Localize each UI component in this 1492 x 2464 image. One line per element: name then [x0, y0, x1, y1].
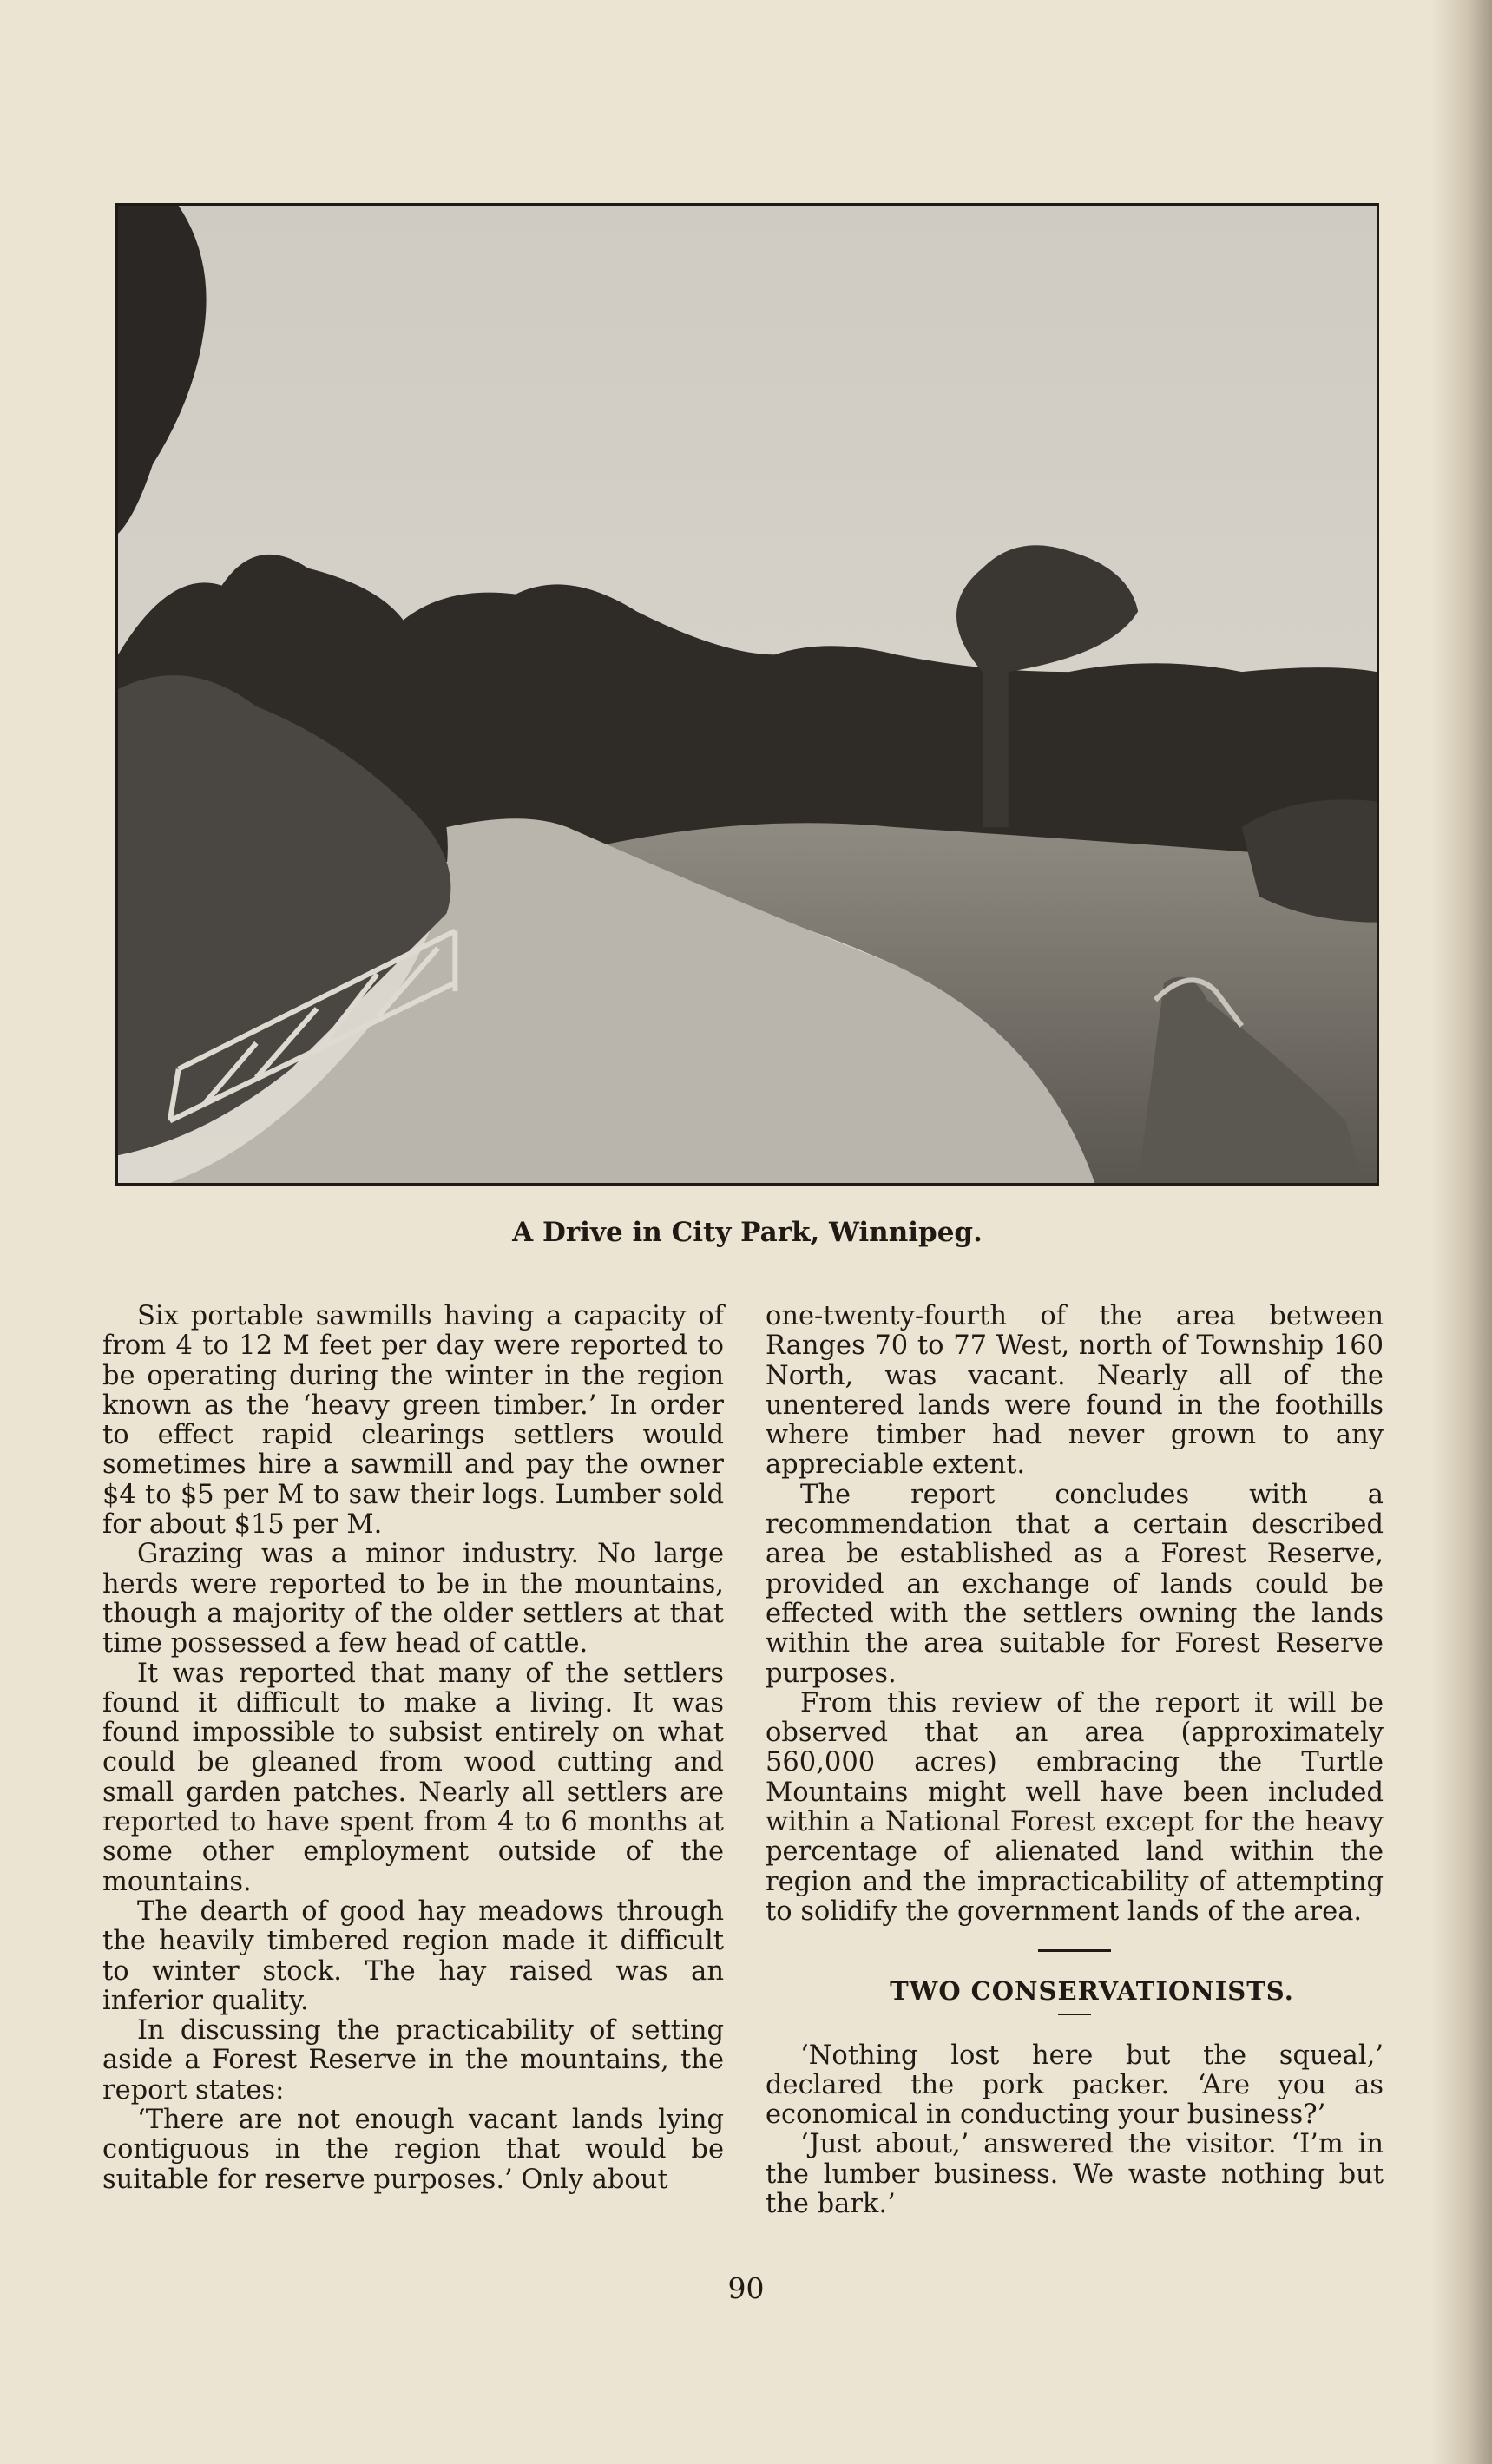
heading-underline [1058, 2014, 1091, 2015]
left-column [102, 1302, 724, 2195]
paragraph-pork-packer: ‘Nothing lost here but the squeal,’ declared the pork packer. ‘Are you as economical in conducting your business?’ [766, 2040, 1384, 2131]
paragraph-settlers-living: It was reported that many of the settlers found it difficult to make a living. It was found impossible to subsist entirely on what could be gleaned from wood cutting and small garden patches. Nearly all settlers are reported to have spent from 4 to 6 months at some other employment outside of the mountains. [102, 1658, 724, 1897]
section-heading: TWO CONSERVATIONISTS. [890, 1976, 1294, 2007]
paragraph-visitor-reply: ‘Just about,’ answered the visitor. ‘I’m in the lumber business. We waste nothing but the bark.’ [766, 2129, 1384, 2220]
park-drive-illustration [118, 206, 1377, 1183]
paragraph-hay-meadows: The dearth of good hay meadows through the heavily timbered region made it difficult to winter stock. The hay raised was an inferior quality. [102, 1896, 724, 2016]
paragraph-review: From this review of the report it will be observed that an area (approximately 560,000 acres) embracing the Turtle Mountains might well have been included within a National Forest except for the heavy percentage of alienated land within the region and the impracticability of attempting to solidify the government lands of the area. [766, 1687, 1384, 1927]
page-number: 90 [727, 2271, 765, 2305]
figure-caption: A Drive in City Park, Winnipeg. [512, 1217, 983, 1248]
park-photograph [115, 203, 1379, 1186]
section-divider [1038, 1949, 1111, 1952]
paragraph-report-quote: ‘There are not enough vacant lands lying contiguous in the region that would be suitable for reserve purposes.’ Only about [102, 2105, 724, 2195]
page-edge-shadow [1431, 0, 1492, 2464]
paragraph-forest-reserve: In discussing the practicability of setting aside a Forest Reserve in the mountains, the report states: [102, 2015, 724, 2106]
paragraph-sawmills: Six portable sawmills having a capacity of from 4 to 12 M feet per day were reported to be operating during the winter in the region known as the ‘heavy green timber.’ In order to effect rapid clearings settlers would sometimes hire a sawmill and pay the owner $4 to $5 per M to saw their logs. Lumber sold for about $15 per M. [102, 1301, 724, 1541]
paragraph-recommendation: The report concludes with a recommendation that a certain described area be established as a Forest Reserve, provided an exchange of lands could be effected with the settlers owning the lands within the area suitable for Forest Reserve purposes. [766, 1479, 1384, 1689]
right-column [766, 1302, 1384, 2219]
paragraph-grazing: Grazing was a minor industry. No large herds were reported to be in the mountains, though a majority of the older settlers at that time possessed a few head of cattle. [102, 1539, 724, 1659]
paragraph-continuation: one-twenty-fourth of the area between Ranges 70 to 77 West, north of Township 160 North, was vacant. Nearly all of the unentered lands were found in the foothills where timber had never grown to any appreciable extent. [766, 1301, 1384, 1481]
